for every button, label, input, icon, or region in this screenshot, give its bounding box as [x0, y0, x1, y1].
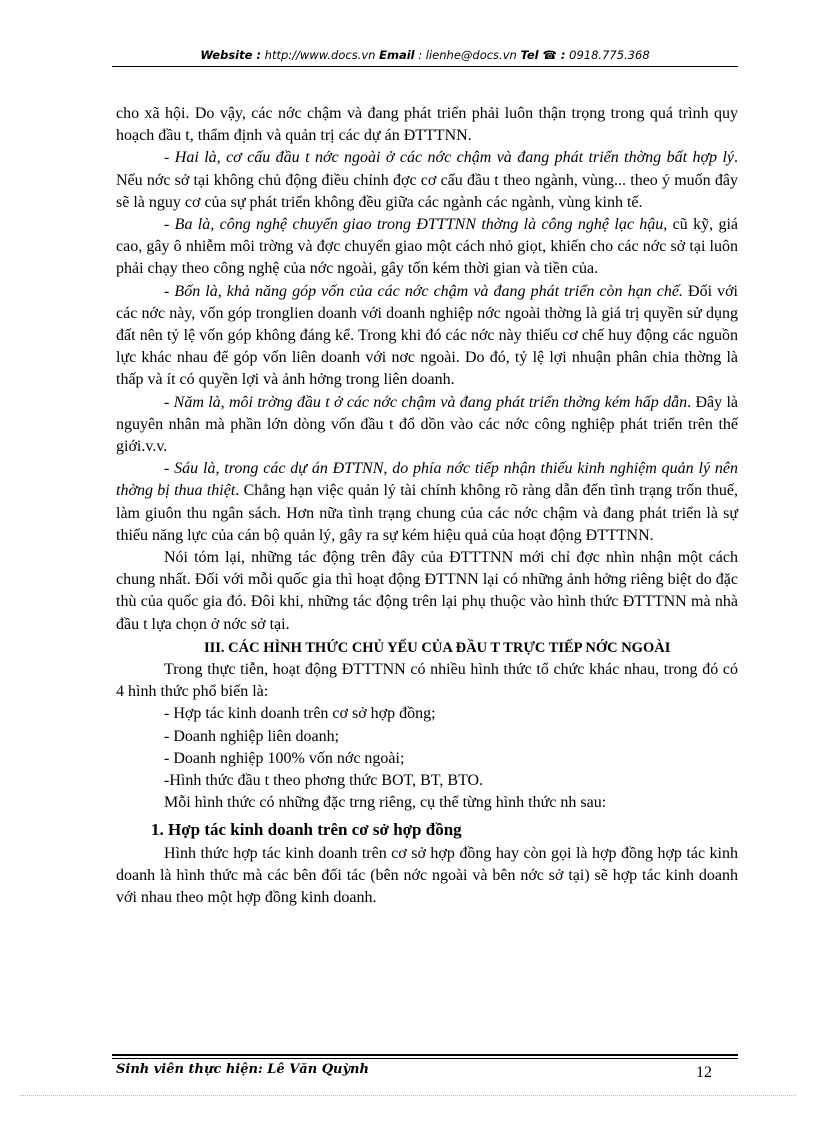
email-label: Email: [379, 48, 415, 62]
paragraph-forms-detail: Mỗi hình thức có những đặc trng riêng, cụ thể từng hình thức nh sau:: [164, 794, 607, 812]
paragraph-point-6: [116, 458, 738, 547]
footer-divider-thick: [112, 1054, 738, 1056]
tel-label: Tel ☎ :: [520, 48, 566, 62]
footer-divider-thin: [112, 1058, 738, 1059]
paragraph-summary: Nói tóm lại, những tác động trên đây của ĐTTTNN mới chỉ đợc nhìn nhận một cách chung nhất. Đối với mỗi quốc gia thì hoạt động ĐTTNN lại có những ảnh hởng riêng biệt do đặc thù của quốc gia đó. Đôi khi, những tác động trên lại phụ thuộc vào hình thức ĐTTTNN mà nhà đầu t lựa chọn ở nớc sở tại.: [116, 549, 738, 633]
point-4-italic: - Bốn là, khả năng góp vốn của các nớc chậm và đang phát triển còn hạn chế.: [164, 282, 683, 300]
page-number: 12: [696, 1064, 712, 1081]
list-item: - Doanh nghiệp 100% vốn nớc ngoài;: [164, 749, 405, 767]
subsection-heading: 1. Hợp tác kinh doanh trên cơ sở hợp đồng: [151, 819, 462, 839]
point-6-italic: - Sáu là, trong các dự án ĐTTNN, do phía nớc tiếp nhận thiếu kinh nghiệm quản lý nên thờng bị thua thiệt: [116, 460, 738, 500]
page-bottom-border: [20, 1095, 796, 1096]
point-5-italic: - Năm là, môi trờng đầu t ở các nớc chậm và đang phát triển thờng kém hấp dẫn: [164, 393, 688, 411]
paragraph-forms-intro: Trong thực tiễn, hoạt động ĐTTTNN có nhiều hình thức tổ chức khác nhau, trong đó có 4 hình thức phổ biến là:: [116, 661, 738, 701]
header-divider: [112, 66, 738, 67]
page-header: [112, 48, 738, 62]
list-item: - Doanh nghiệp liên doanh;: [164, 727, 340, 745]
paragraph-point-5: [116, 392, 738, 459]
footer-author: Sinh viên thực hiện: Lê Văn Quỳnh: [116, 1062, 369, 1077]
section-heading: III. CÁC HÌNH THỨC CHỦ YẾU CỦA ĐẦU T TRỰC TIẾP NỚC NGOÀI: [204, 639, 671, 656]
paragraph-intro: cho xã hội. Do vậy, các nớc chậm và đang phát triển phải luôn thận trọng trong quá trình quy hoạch đầu t, thẩm định và quản trị các dự án ĐTTTNN.: [116, 105, 738, 145]
email-value: : lienhe@docs.vn: [414, 48, 521, 62]
tel-value: 0918.775.368: [565, 48, 650, 62]
paragraph-contract: Hình thức hợp tác kinh doanh trên cơ sở hợp đồng hay còn gọi là hợp đồng hợp tác kinh doanh là hình thức mà các bên đối tác (bên nớc ngoài và bên nớc sở tại) sẽ hợp tác kinh doanh với nhau theo một hợp đồng kinh doanh.: [116, 844, 738, 907]
website-label: Website :: [200, 48, 262, 62]
point-3-italic: - Ba là, công nghệ chuyển giao trong ĐTTTNN thờng là công nghệ lạc hậu: [164, 216, 664, 234]
point-2-italic: - Hai là, cơ cấu đầu t nớc ngoài ở các nớc chậm và đang phát triển thờng bất hợp lý: [164, 149, 734, 167]
point-3-text: , cũ kỹ, giá cao, gây ô nhiễm môi trờng và đợc chuyển giao một cách nhỏ giọt, khiến cho các nớc sở tại luôn phải chạy theo công nghệ của nớc ngoài, gây tốn kém thời gian và tiền của.: [116, 216, 738, 278]
point-6-text: . Chẳng hạn việc quản lý tài chính không rõ ràng dẫn đến tình trạng trốn thuế, làm giuôn thu ngân sách. Hơn nữa tình trạng chung của các nớc chậm và đang phát triển là sự thiếu năng lực của cán bộ quản lý, gây ra sự kém hiệu quả của hoạt động ĐTTTNN.: [116, 482, 739, 544]
list-item: - Hợp tác kinh doanh trên cơ sở hợp đồng;: [164, 705, 436, 723]
paragraph-point-4: [116, 281, 738, 392]
point-4-text: Đối với các nớc này, vốn góp tronglien doanh với doanh nghiệp nớc ngoài thờng là giá trị quyền sử dụng đất nên tỷ lệ vốn góp không đáng kể. Trong khi đó các nớc này thiếu cơ chế huy động các nguồn lực khác nhau để góp vốn liên doanh với nơc ngoài. Do đó, tỷ lệ lợi nhuận phân chia thờng là thấp và ít có quyền lợi và ảnh hởng trong liên doanh.: [116, 282, 739, 389]
website-value: http://www.docs.vn: [261, 48, 380, 62]
point-5-text: . Đây là nguyên nhân mà phần lớn dòng vốn đầu t đổ dồn vào các nớc công nghiệp phát triển trên thế giới.v.v.: [116, 393, 739, 456]
paragraph-point-2: [116, 147, 738, 214]
point-2-text: . Nếu nớc sở tại không chủ động điều chỉnh đợc cơ cấu đầu t theo ngành, vùng... theo ý muốn đây sẽ là nguy cơ của sự phát triển không đều giữa các ngành các ngành, vùng kinh tế.: [116, 149, 738, 211]
list-item: -Hình thức đầu t theo phơng thức BOT, BT, BTO.: [164, 772, 484, 790]
paragraph-point-3: [116, 214, 738, 281]
document-body: [116, 103, 738, 909]
